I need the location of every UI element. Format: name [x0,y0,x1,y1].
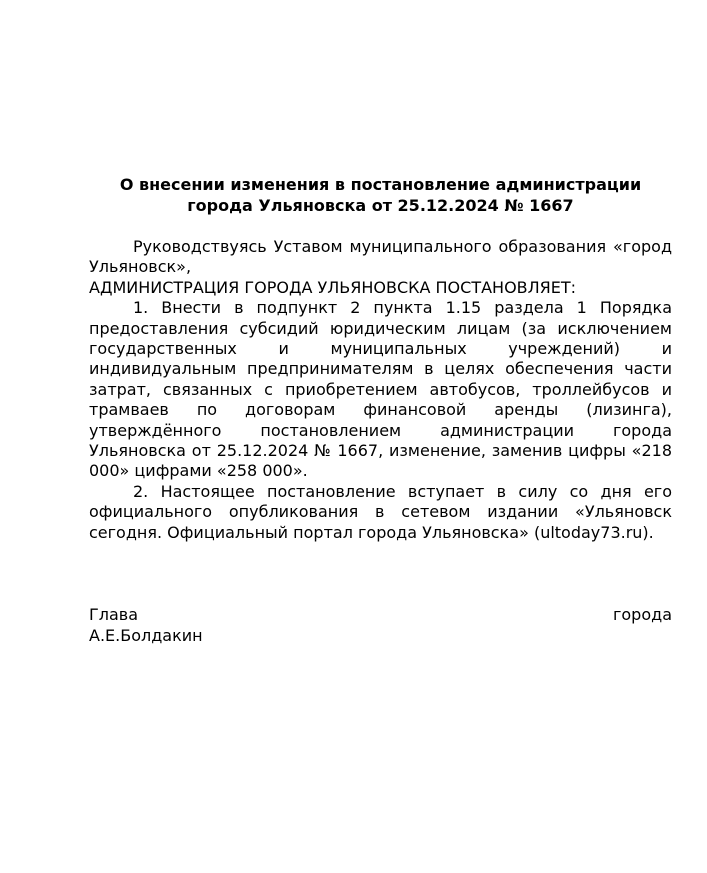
title-line-1: О внесении изменения в постановление администрации [119,175,642,194]
document-page [89,174,672,646]
paragraph-item-1: 1. Внести в подпункт 2 пункта 1.15 раздела 1 Порядка предоставления субсидий юридическим лицам (за исключением государственных и муниципальных учреждений) и индивидуальным предпринимателям в целях обеспечения части затрат, связанных с приобретением автобусов, троллейбусов и трамваев по договорам финансовой аренды (лизинга), утверждённого постановлением администрации города Ульяновска от 25.12.2024 № 1667, изменение, заменив цифры «218 000» цифрами «258 000». [89,298,672,481]
document-body [89,237,672,543]
paragraph-preamble: Руководствуясь Уставом муниципального образования «город Ульяновск», [89,237,672,277]
signature-title-line [89,605,672,625]
paragraph-resolution-header: АДМИНИСТРАЦИЯ ГОРОДА УЛЬЯНОВСКА ПОСТАНОВЛЯЕТ: [89,277,577,297]
signature-title-right: города [612,605,672,625]
signature-title-left: Глава [89,605,139,625]
document-title [89,174,672,216]
title-line-2: города Ульяновска от 25.12.2024 № 1667 [187,196,574,215]
signature-block [89,605,672,646]
signature-name: А.Е.Болдакин [89,625,203,645]
paragraph-item-2: 2. Настоящее постановление вступает в силу со дня его официального опубликования в сетевом издании «Ульяновск сегодня. Официальный портал города Ульяновска» (ultoday73.ru). [89,481,672,542]
